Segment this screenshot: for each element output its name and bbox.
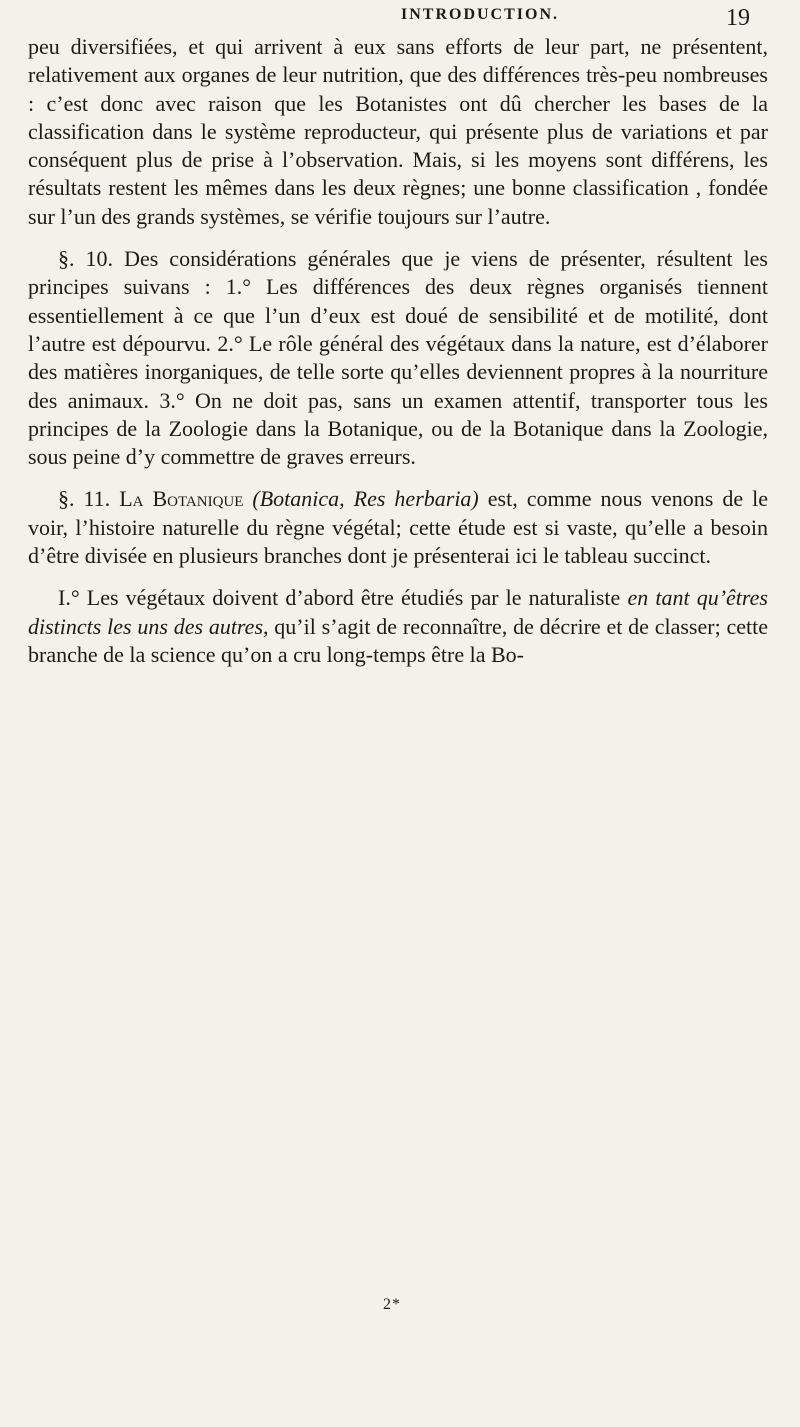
paragraph-3-lead: §. 11. bbox=[58, 486, 120, 512]
paragraph-3-rest: est, comme nous venons de le voir, l’histoire naturelle du règne végétal; cette étude est si vaste, qu’elle a besoin d’être divisée en plusieurs branches dont je présenterai ici le tableau succinct. bbox=[28, 486, 768, 569]
paragraph-1: peu diversifiées, et qui arrivent à eux sans efforts de leur part, ne présentent, relativement aux organes de leur nutrition, que des différences très-peu nombreuses : c’est donc avec raison que les Botanistes ont dû chercher les bases de la classification dans le système reproducteur, qui présente plus de variations et par conséquent plus de prise à l’observation. Mais, si les moyens sont différens, les résultats restent les mêmes dans les deux règnes; une bonne classification , fondée sur l’un des grands systèmes, se vérifie toujours sur l’autre. bbox=[28, 34, 768, 229]
paragraph-3 bbox=[28, 485, 768, 570]
running-title: INTRODUCTION. bbox=[400, 6, 559, 23]
paragraph-4-lead: I.° Les végétaux doivent d’abord être étudiés par le naturaliste bbox=[58, 585, 628, 611]
latin-term: (Botanica, Res herbaria) bbox=[243, 486, 479, 512]
signature-mark: 2* bbox=[383, 1296, 401, 1313]
term-la-botanique: La Botanique bbox=[119, 486, 244, 512]
paragraph-2: §. 10. Des considérations générales que je viens de présenter, résultent les principes suivans : 1.° Les différences des deux règnes organisés tiennent essentiellement à ce que l’un d’eux est doué de sensibilité et de motilité, dont l’autre est dépourvu. 2.° Le rôle général des végétaux dans la nature, est d’élaborer des matières inorganiques, de telle sorte qu’elles deviennent propres à la nourriture des animaux. 3.° On ne doit pas, sans un examen attentif, transporter tous les principes de la Zoologie dans la Botanique, ou de la Botanique dans la Zoologie, sous peine d’y commettre de graves erreurs. bbox=[28, 246, 768, 470]
page-body bbox=[28, 33, 768, 669]
page-number: 19 bbox=[726, 5, 750, 31]
paragraph-4-rest: , qu’il s’agit de reconnaître, de décrire et de classer; cette branche de la science qu’on a cru long-temps être la Bo- bbox=[28, 613, 768, 667]
paragraph-4 bbox=[28, 584, 768, 669]
italic-phrase: en tant qu’êtres distincts les uns des autres bbox=[28, 585, 768, 639]
